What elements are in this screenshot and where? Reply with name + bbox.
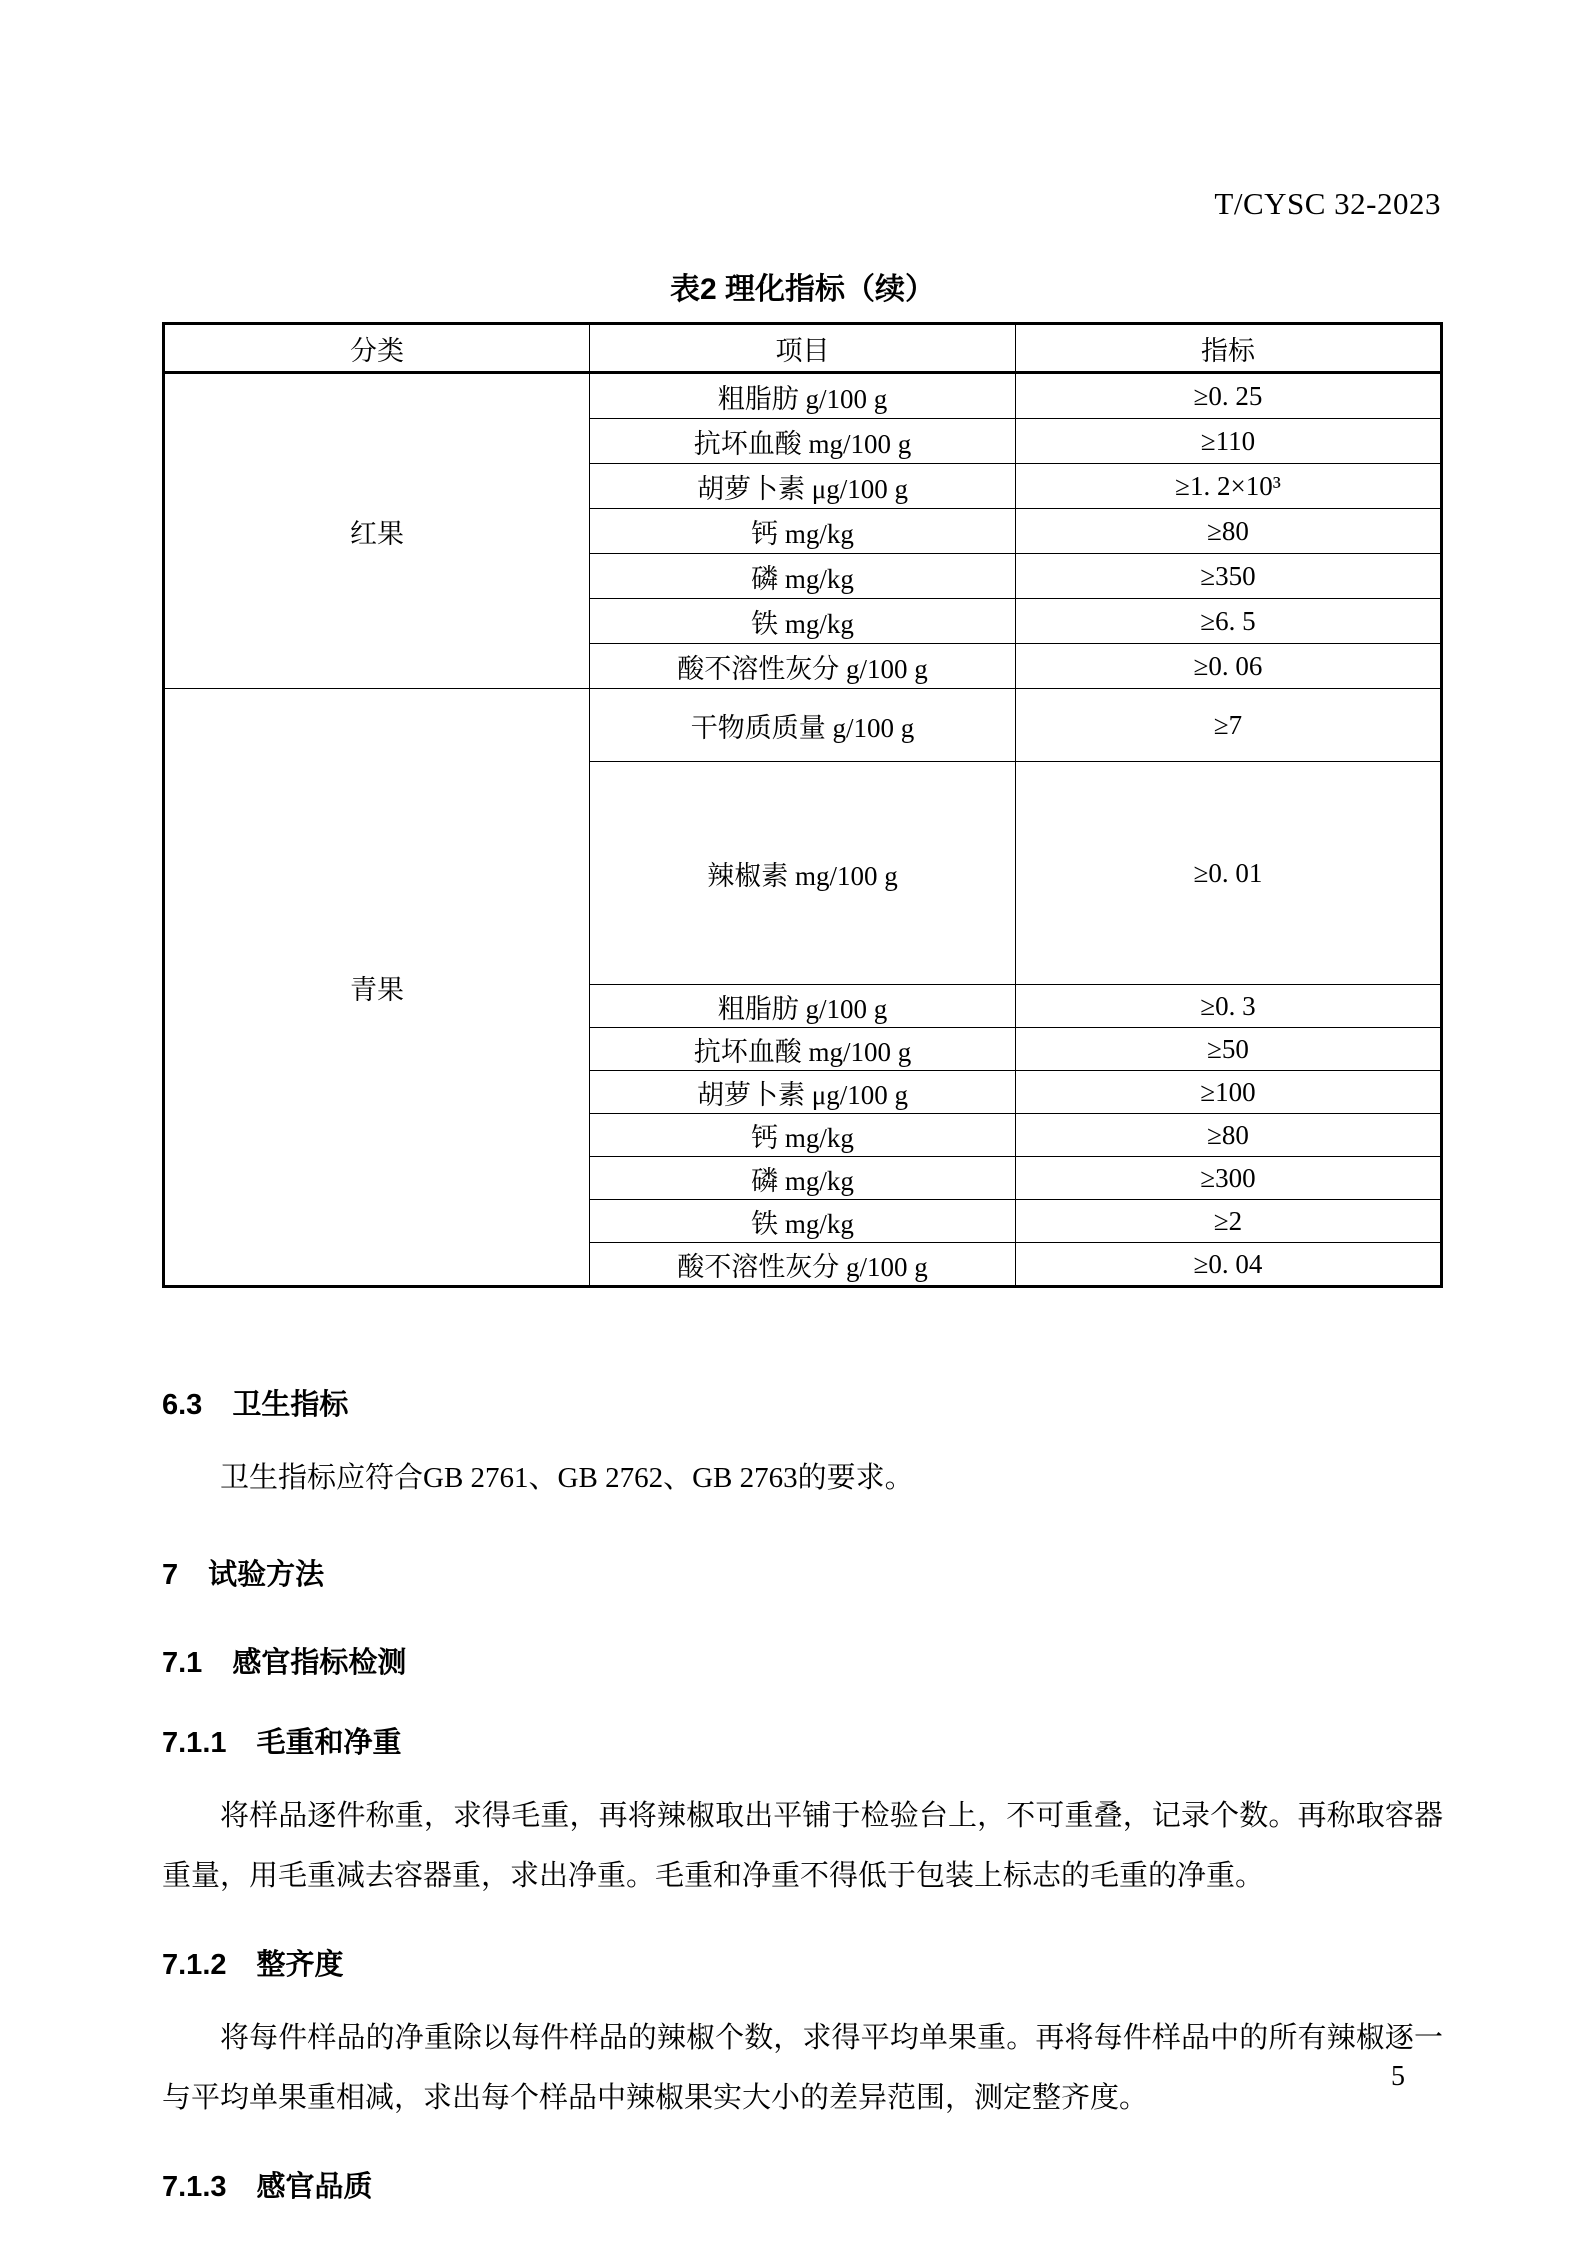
item-cell: 酸不溶性灰分 g/100 g xyxy=(590,1243,1016,1287)
value-cell: ≥0. 01 xyxy=(1016,762,1442,985)
section-heading xyxy=(162,1384,1443,1426)
item-cell: 磷 mg/kg xyxy=(590,554,1016,599)
item-cell: 胡萝卜素 μg/100 g xyxy=(590,464,1016,509)
value-cell: ≥0. 3 xyxy=(1016,985,1442,1028)
value-cell: ≥300 xyxy=(1016,1157,1442,1200)
section-heading xyxy=(162,2166,1443,2208)
page-number: 5 xyxy=(1391,2061,1405,2092)
category-cell: 红果 xyxy=(164,373,590,689)
table-row xyxy=(164,373,1442,419)
section-number: 7.1.2 xyxy=(162,1949,227,1981)
section-title: 试验方法 xyxy=(208,1559,325,1591)
section-paragraph: 卫生指标应符合GB 2761、GB 2762、GB 2763的要求。 xyxy=(220,1462,914,1494)
item-cell: 铁 mg/kg xyxy=(590,599,1016,644)
section-title: 卫生指标 xyxy=(232,1389,349,1421)
item-cell: 磷 mg/kg xyxy=(590,1157,1016,1200)
value-cell: ≥100 xyxy=(1016,1071,1442,1114)
value-cell: ≥0. 06 xyxy=(1016,644,1442,689)
section-title: 毛重和净重 xyxy=(256,1727,402,1759)
col-header-item: 项目 xyxy=(590,324,1016,373)
value-cell: ≥80 xyxy=(1016,509,1442,554)
item-cell: 干物质质量 g/100 g xyxy=(590,689,1016,762)
value-cell: ≥80 xyxy=(1016,1114,1442,1157)
table-header-row xyxy=(164,324,1442,373)
section-number: 7 xyxy=(162,1559,179,1591)
table-row xyxy=(164,689,1442,762)
section-number: 7.1.3 xyxy=(162,2171,227,2203)
content-area xyxy=(162,264,1443,2208)
value-cell: ≥0. 04 xyxy=(1016,1243,1442,1287)
category-cell: 青果 xyxy=(164,689,590,1287)
item-cell: 粗脂肪 g/100 g xyxy=(590,373,1016,419)
value-cell: ≥7 xyxy=(1016,689,1442,762)
section-title: 整齐度 xyxy=(256,1949,344,1981)
value-cell: ≥0. 25 xyxy=(1016,373,1442,419)
col-header-indicator: 指标 xyxy=(1016,324,1442,373)
section-heading xyxy=(162,1722,1443,1764)
section-number: 6.3 xyxy=(162,1389,203,1421)
value-cell: ≥350 xyxy=(1016,554,1442,599)
item-cell: 胡萝卜素 μg/100 g xyxy=(590,1071,1016,1114)
section-heading xyxy=(162,1642,1443,1684)
item-cell: 钙 mg/kg xyxy=(590,1114,1016,1157)
table-title: 表2 理化指标（续） xyxy=(669,273,936,306)
section-heading xyxy=(162,1554,1443,1596)
sections xyxy=(162,1384,1443,2208)
item-cell: 铁 mg/kg xyxy=(590,1200,1016,1243)
value-cell: ≥1. 2×10³ xyxy=(1016,464,1442,509)
item-cell: 粗脂肪 g/100 g xyxy=(590,985,1016,1028)
section-title: 感官品质 xyxy=(256,2171,373,2203)
section-title: 感官指标检测 xyxy=(232,1647,407,1679)
section-paragraph: 将样品逐件称重，求得毛重，再将辣椒取出平铺于检验台上，不可重叠，记录个数。再称取容器重量，用毛重减去容器重，求出净重。毛重和净重不得低于包装上标志的毛重的净重。 xyxy=(162,1800,1443,1892)
col-header-classification: 分类 xyxy=(164,324,590,373)
table-body xyxy=(164,373,1442,1287)
item-cell: 抗坏血酸 mg/100 g xyxy=(590,419,1016,464)
value-cell: ≥50 xyxy=(1016,1028,1442,1071)
item-cell: 酸不溶性灰分 g/100 g xyxy=(590,644,1016,689)
doc-number: T/CYSC 32-2023 xyxy=(1214,186,1441,221)
value-cell: ≥6. 5 xyxy=(1016,599,1442,644)
value-cell: ≥110 xyxy=(1016,419,1442,464)
value-cell: ≥2 xyxy=(1016,1200,1442,1243)
item-cell: 抗坏血酸 mg/100 g xyxy=(590,1028,1016,1071)
indicators-table xyxy=(162,322,1443,1288)
section-paragraph: 将每件样品的净重除以每件样品的辣椒个数，求得平均单果重。再将每件样品中的所有辣椒逐一与平均单果重相减，求出每个样品中辣椒果实大小的差异范围，测定整齐度。 xyxy=(162,2022,1443,2114)
item-cell: 钙 mg/kg xyxy=(590,509,1016,554)
section-number: 7.1 xyxy=(162,1647,203,1679)
section-heading xyxy=(162,1944,1443,1986)
item-cell: 辣椒素 mg/100 g xyxy=(590,762,1016,985)
section-number: 7.1.1 xyxy=(162,1727,227,1759)
